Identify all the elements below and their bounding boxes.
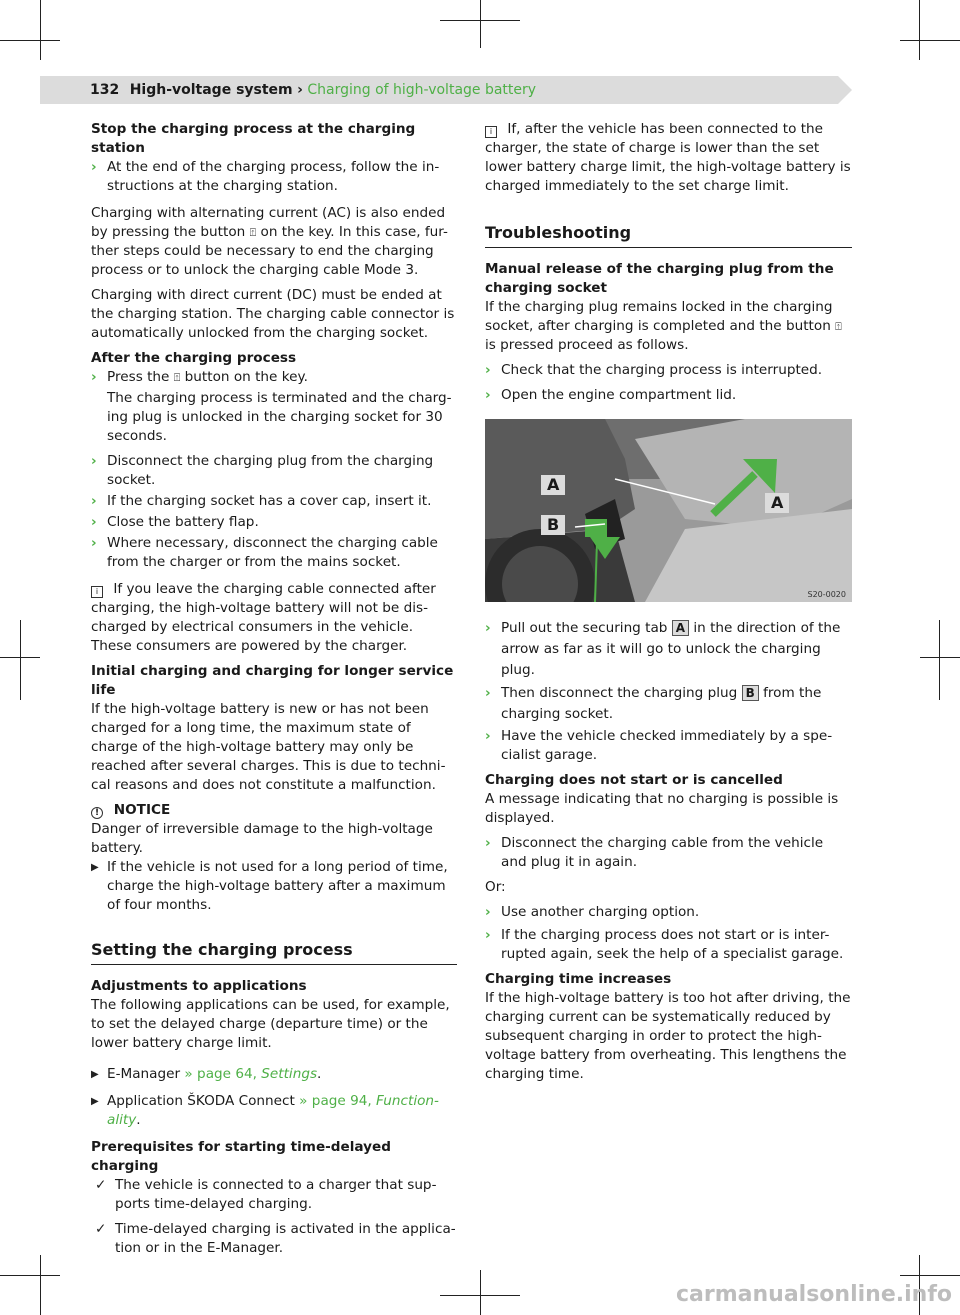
list-item-text: Close the battery flap. <box>107 514 259 530</box>
breadcrumb-separator: › <box>297 82 303 98</box>
crop-mark <box>939 620 940 700</box>
bullet-icon: › <box>91 535 97 551</box>
list-item-text: Then disconnect the charging plug <box>501 685 738 701</box>
notice-title-text: NOTICE <box>113 802 171 818</box>
crop-mark <box>440 20 520 21</box>
list-item-text: If the charging socket has a cover cap, insert it. <box>107 493 432 509</box>
list-item: ▶ E-Manager » page 64, Settings. <box>91 1066 322 1082</box>
list-item <box>91 368 457 387</box>
crop-mark <box>480 0 481 48</box>
list-item <box>485 926 852 964</box>
figure-label-b: B <box>541 515 565 535</box>
list-item <box>485 683 852 725</box>
page-link[interactable]: » page 94, Function-ality <box>107 1093 439 1128</box>
page-link[interactable]: » page 64, Settings <box>184 1066 318 1082</box>
subsection-title: Charging of high-voltage battery <box>307 82 537 98</box>
list-item-text: Disconnect the charging plug from the charging socket. <box>107 453 434 488</box>
left-column <box>91 120 457 1260</box>
crop-mark <box>440 1295 520 1296</box>
list-item-text: E-Manager <box>107 1066 181 1082</box>
right-column <box>485 120 852 1090</box>
list-item <box>91 858 457 915</box>
stop-heading: Stop the charging process at the charging station <box>91 121 416 156</box>
list-item-text: Where necessary, disconnect the charging cable from the charger or from the mains socket. <box>107 535 438 570</box>
key-unlock-icon: ⍐ <box>835 320 842 333</box>
list-item <box>91 452 457 490</box>
figure-label-a: A <box>765 493 789 513</box>
notice-icon: ! <box>91 807 103 819</box>
notice-text: Danger of irreversible damage to the high-voltage battery. <box>91 821 433 856</box>
after-heading: After the charging process <box>91 350 297 366</box>
crop-mark <box>0 40 60 41</box>
paragraph-text: on the key. In this case, fur-ther steps could be necessary to end the charging process or to unlock the charging cable Mode 3. <box>91 224 448 278</box>
info-icon: i <box>91 586 103 598</box>
list-item-text: Check that the charging process is interrupted. <box>501 362 823 378</box>
bullet-icon: › <box>485 927 491 943</box>
bullet-icon: › <box>485 362 491 378</box>
list-item-text: Press the <box>107 369 170 385</box>
page-number: 132 <box>90 82 120 98</box>
bullet-icon: › <box>485 835 491 851</box>
list-item-text: Use another charging option. <box>501 904 700 920</box>
list-item <box>91 492 457 511</box>
paragraph-text: Charging with alternating current (AC) is also ended by pressing the button <box>91 205 446 240</box>
notice-title <box>91 801 457 820</box>
bullet-icon: › <box>91 159 97 175</box>
list-item <box>485 618 852 681</box>
paragraph: If the high-voltage battery is new or has not been charged for a long time, the maximum state of charge of the high-voltage battery may only be reached after several charges. This is due to techni-cal reasons and does not constitute a malfunction. <box>91 701 446 793</box>
prereq-heading: Prerequisites for starting time-delayed charging <box>91 1139 391 1174</box>
list-item-text: Open the engine compartment lid. <box>501 387 737 403</box>
list-item: ▶ Application ŠKODA Connect » page 94, Function-ality. <box>91 1093 439 1128</box>
list-item <box>91 534 457 572</box>
list-item-text: Disconnect the charging cable from the vehicle and plug it in again. <box>501 835 824 870</box>
info-note-text: If, after the vehicle has been connected to the charger, the state of charge is lower than the set lower battery charge limit, the high-voltage battery is charged immediately to the set charge limit. <box>485 121 851 194</box>
list-item <box>485 727 852 765</box>
list-item <box>91 158 457 196</box>
paragraph: A message indicating that no charging is possible is displayed. <box>485 791 839 826</box>
crop-mark <box>919 0 920 60</box>
info-note <box>485 120 852 196</box>
info-note <box>91 580 457 656</box>
list-item-text: The vehicle is connected to a charger that sup-ports time-delayed charging. <box>115 1177 437 1212</box>
time-heading: Charging time increases <box>485 971 672 987</box>
list-item-text: button on the key. <box>184 369 308 385</box>
paragraph <box>485 298 852 355</box>
paragraph-text: If the charging plug remains locked in the charging socket, after charging is completed and the button <box>485 299 833 334</box>
bullet-icon: › <box>485 728 491 744</box>
list-item-text: Time-delayed charging is activated in the applica-tion or in the E-Manager. <box>115 1221 456 1256</box>
page-header <box>90 81 536 99</box>
list-item-text: from the charging socket. <box>501 685 822 722</box>
check-icon: ✓ <box>95 1221 107 1237</box>
list-item-text: Pull out the securing tab <box>501 620 668 636</box>
bullet-icon: › <box>91 453 97 469</box>
list-item-note: The charging process is terminated and the charg-ing plug is unlocked in the charging socket for 30 seconds. <box>107 390 452 444</box>
section-title: High-voltage system <box>129 82 293 98</box>
figure-code: S20-0020 <box>807 590 846 599</box>
figure-label-a: A <box>541 475 565 495</box>
list-item <box>485 903 852 922</box>
crop-mark <box>480 1270 481 1315</box>
label-b-box: B <box>742 685 759 701</box>
key-unlock-icon: ⍐ <box>173 371 181 384</box>
list-item-text: At the end of the charging process, follow the in-structions at the charging station. <box>107 159 440 194</box>
paragraph: If the high-voltage battery is too hot after driving, the charging current can be systematically reduced by subsequent charging in order to protect the high-voltage battery from overheating. This lengthens the charging time. <box>485 990 851 1082</box>
list-item <box>485 834 852 872</box>
triangle-icon: ▶ <box>91 1096 99 1107</box>
paragraph: The following applications can be used, for example, to set the delayed charge (departure time) or the lower battery charge limit. <box>91 997 450 1051</box>
crop-mark <box>0 657 40 658</box>
crop-mark <box>920 657 960 658</box>
bullet-icon: › <box>91 514 97 530</box>
adjust-heading: Adjustments to applications <box>91 978 307 994</box>
key-unlock-icon: ⍐ <box>249 226 257 239</box>
list-item <box>91 513 457 532</box>
or-text: Or: <box>485 879 506 895</box>
list-item-text: If the vehicle is not used for a long period of time, charge the high-voltage battery after a maximum of four months. <box>107 859 448 913</box>
triangle-icon: ▶ <box>91 1069 99 1080</box>
bullet-icon: › <box>485 685 491 701</box>
list-item-text: Application ŠKODA Connect <box>107 1093 295 1109</box>
section-heading: Troubleshooting <box>485 222 852 248</box>
bullet-icon: › <box>485 904 491 920</box>
triangle-icon: ▶ <box>91 862 99 873</box>
check-icon: ✓ <box>95 1177 107 1193</box>
list-item <box>485 386 852 405</box>
engine-illustration <box>485 419 852 602</box>
initial-heading: Initial charging and charging for longer service life <box>91 663 454 698</box>
list-item-text: in the direction of the arrow as far as it will go to unlock the charging plug. <box>501 620 841 678</box>
list-item-text: If the charging process does not start or is inter-rupted again, seek the help of a specialist garage. <box>501 927 844 962</box>
watermark: carmanualsonline.info <box>676 1282 952 1307</box>
nostart-heading: Charging does not start or is cancelled <box>485 772 783 788</box>
paragraph: Charging with direct current (DC) must be ended at the charging station. The charging cable connector is automatically unlocked from the charging socket. <box>91 287 455 341</box>
list-item <box>485 361 852 380</box>
info-icon: i <box>485 126 497 138</box>
section-heading: Setting the charging process <box>91 939 457 965</box>
paragraph-text: is pressed proceed as follows. <box>485 337 689 353</box>
bullet-icon: › <box>91 493 97 509</box>
list-item-text: Have the vehicle checked immediately by a spe-cialist garage. <box>501 728 833 763</box>
engine-compartment-figure <box>485 419 852 602</box>
crop-mark <box>900 40 960 41</box>
bullet-icon: › <box>485 620 491 636</box>
info-note-text: If you leave the charging cable connected after charging, the high-voltage battery will not be dis-charged by electrical consumers in the vehicle. These consumers are powered by the charger. <box>91 581 436 654</box>
list-item <box>91 1176 457 1214</box>
bullet-icon: › <box>485 387 491 403</box>
bullet-icon: › <box>91 369 97 385</box>
crop-mark <box>900 1275 960 1276</box>
crop-mark <box>0 1275 60 1276</box>
crop-mark <box>40 1255 41 1315</box>
crop-mark <box>40 0 41 60</box>
list-item <box>91 1220 457 1258</box>
label-a-box: A <box>672 620 689 636</box>
crop-mark <box>20 620 21 700</box>
manual-heading: Manual release of the charging plug from the charging socket <box>485 261 834 296</box>
paragraph <box>91 204 457 280</box>
